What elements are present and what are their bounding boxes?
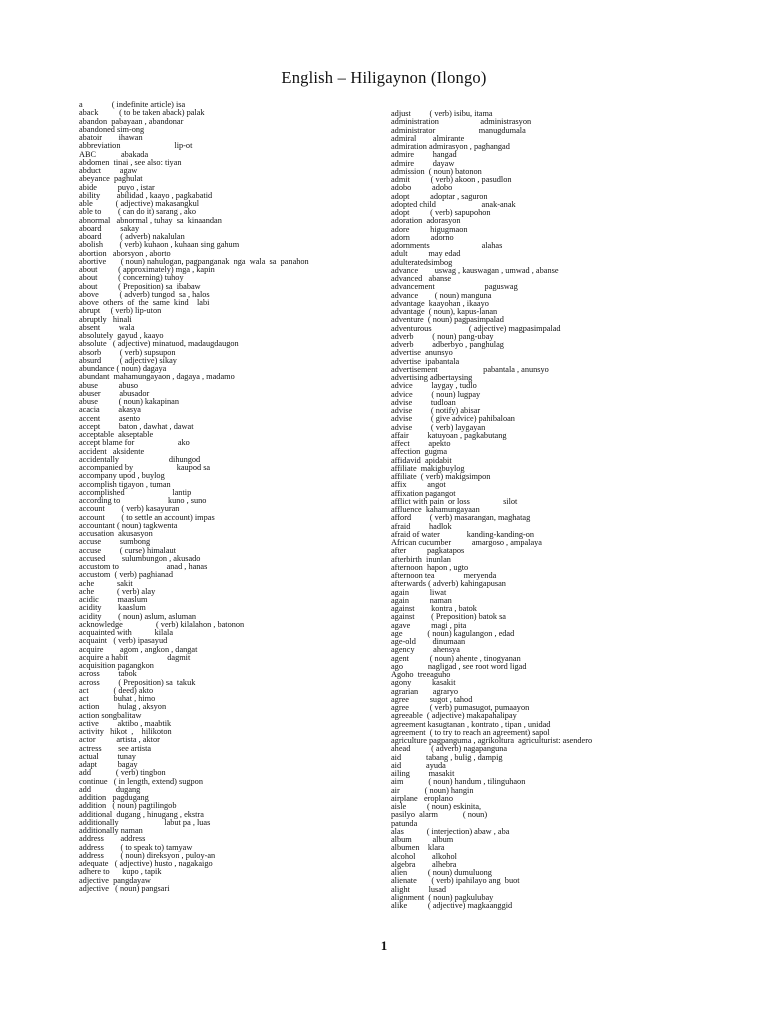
dictionary-entry: administrator manugdumala: [391, 125, 526, 135]
dictionary-column-left: [79, 101, 379, 893]
dictionary-entry: admire dayaw: [391, 158, 455, 168]
dictionary-entry: agriculture pagpanguma , agrikoltura agriculturist: asendero: [391, 736, 593, 745]
dictionary-entry: acquire agom , angkon , dangat: [79, 644, 198, 654]
dictionary-entry: abeyance paghulat: [79, 174, 143, 184]
dictionary-entry: alight lusad: [391, 884, 447, 894]
dictionary-entry: again liwat: [391, 587, 447, 597]
dictionary-entry: abrupt ( verb) lip-uton: [79, 306, 162, 316]
dictionary-entry: abundant mahamungayaon , dagaya , madamo: [79, 372, 235, 382]
dictionary-entry: afterbirth inunlan: [391, 554, 451, 564]
dictionary-entry: address ( noun) direksyon , puloy-an: [79, 850, 216, 860]
dictionary-entry: adulteratedsimbog: [391, 257, 453, 267]
dictionary-entry: according to kuno , suno: [79, 496, 207, 505]
dictionary-entry: adapt bagay: [79, 760, 138, 769]
dictionary-entry: additionally naman: [79, 826, 143, 835]
dictionary-entry: add ( verb) tingbon: [79, 768, 166, 778]
dictionary-entry: abnormal abnormal , tuhay sa kinaandan: [79, 215, 222, 225]
dictionary-entry: address address: [79, 834, 146, 844]
dictionary-entry: against ( Preposition) batok sa: [391, 612, 506, 622]
dictionary-entry: affiliate ( verb) makigsimpon: [391, 472, 491, 481]
dictionary-entry: ABC abakada: [79, 149, 149, 159]
dictionary-entry: advise tudloan: [391, 397, 456, 407]
page-title: English – Hiligaynon (Ilongo): [281, 68, 487, 87]
dictionary-entry: able ( adjective) makasangkul: [79, 199, 200, 208]
dictionary-entry: acknowledge ( verb) kilalahon , batonon: [79, 619, 245, 629]
dictionary-entry: above others of the same kind labi: [79, 298, 210, 307]
dictionary-entry: a ( indefinite article) isa: [79, 101, 186, 109]
dictionary-entry: advertise anunsyo: [391, 348, 453, 358]
dictionary-entry: alcohol alkohol: [391, 851, 457, 861]
dictionary-entry: abandoned sim-ong: [79, 124, 145, 134]
dictionary-entry: advantage ( noun), kapus-lanan: [391, 307, 498, 316]
dictionary-entry: agrarian agraryo: [391, 686, 459, 696]
dictionary-entry: advance ( noun) manguna: [391, 290, 492, 300]
dictionary-entry: ability abilidad , kaayo , pagkabatid: [79, 190, 213, 200]
dictionary-entry: alignment ( noun) pagkulubay: [391, 892, 494, 902]
dictionary-entry: abdomen tinai , see also: tiyan: [79, 157, 182, 167]
dictionary-entry: adoration adorasyon: [391, 216, 461, 226]
dictionary-entry: ago nagligad , see root word ligad: [391, 661, 527, 671]
dictionary-entry: advance uswag , kauswagan , umwad , abanse: [391, 265, 559, 275]
dictionary-entry: abuser abusador: [79, 388, 150, 398]
dictionary-entry: accuse ( curse) himalaut: [79, 545, 176, 555]
dictionary-entry: after pagkatapos: [391, 546, 465, 556]
dictionary-entry: accusation akusasyon: [79, 529, 153, 538]
dictionary-entry: adequate ( adjective) husto , nagakaigo: [79, 859, 213, 868]
dictionary-entry: able to ( can do it) sarang , ako: [79, 207, 197, 217]
dictionary-entry: accomplish tigayon , tuman: [79, 479, 171, 489]
dictionary-entry: about ( concerning) tuhoy: [79, 273, 184, 283]
dictionary-entry: advise ( give advice) pahibaloan: [391, 414, 515, 424]
dictionary-entry: agreement kasugtanan , kontrato , tipan , unidad: [391, 719, 551, 729]
dictionary-entry: actual tunay: [79, 751, 136, 761]
dictionary-entry: addition ( noun) pagtilingob: [79, 801, 177, 811]
dictionary-entry: acidic maaslum: [79, 595, 148, 604]
dictionary-entry: accompanied by kaupod sa: [79, 463, 211, 472]
dictionary-entry: absolutely gayud , kaayo: [79, 331, 164, 340]
dictionary-entry: Agoho treeaguho: [391, 670, 451, 679]
dictionary-entry: afraid of water kanding-kanding-on: [391, 529, 535, 539]
dictionary-entry: agreement ( to try to reach an agreement) sapol: [391, 727, 550, 737]
dictionary-entry: affix angot: [391, 480, 446, 490]
dictionary-entry: against kontra , batok: [391, 604, 477, 613]
dictionary-entry: act buhat , himo: [79, 694, 156, 703]
dictionary-entry: affiliate makigbuylog: [391, 463, 465, 473]
dictionary-entry: absorb ( verb) supsupon: [79, 347, 176, 357]
dictionary-entry: afterwards ( adverb) kahingapusan: [391, 579, 506, 589]
dictionary-column-right: [391, 110, 691, 910]
dictionary-entry: actress see artista: [79, 743, 152, 753]
dictionary-entry: add dugang: [79, 784, 141, 794]
dictionary-entry: albumen klara: [391, 843, 445, 853]
page-number: 1: [380, 938, 388, 953]
dictionary-entry: adopted child anak-anak: [391, 199, 516, 209]
dictionary-entry: aid ayuda: [391, 760, 446, 770]
dictionary-entry: acceptable akseptable: [79, 430, 154, 439]
dictionary-entry: afflict with pain or loss silot: [391, 496, 518, 506]
dictionary-entry: accent asento: [79, 413, 141, 423]
dictionary-entry: admire hangad: [391, 150, 457, 160]
dictionary-entry: account ( verb) kasayuran: [79, 504, 180, 514]
dictionary-entry: advise ( notify) abisar: [391, 406, 481, 415]
dictionary-entry: agreeable ( adjective) makapahalipay: [391, 711, 517, 721]
dictionary-entry: additionally labut pa , luas: [79, 817, 211, 827]
dictionary-entry: accomplished lantip: [79, 487, 192, 497]
dictionary-entry: adverb adberbyo , panghulag: [391, 340, 504, 349]
dictionary-entry: advise ( verb) laygayan: [391, 422, 486, 432]
dictionary-entry: accept baton , dawhat , dawat: [79, 421, 194, 431]
dictionary-entry: abduct agaw: [79, 166, 138, 175]
dictionary-entry: across tabok: [79, 669, 137, 679]
dictionary-entry: abundance ( noun) dagaya: [79, 364, 167, 373]
dictionary-entry: aisle ( noun) eskinita,: [391, 802, 482, 811]
dictionary-entry: age ( noun) kagulangon , edad: [391, 628, 515, 638]
dictionary-entry: address ( to speak to) tamyaw: [79, 842, 193, 852]
dictionary-entry: agree ( verb) pumasugot, pumaayon: [391, 703, 530, 712]
dictionary-entry: alike ( adjective) magkaanggid: [391, 901, 513, 910]
dictionary-entry: accustom ( verb) paghianad: [79, 570, 173, 580]
dictionary-entry: advertise ipabantala: [391, 356, 460, 366]
dictionary-entry: adventurous ( adjective) magpasimpalad: [391, 323, 561, 333]
dictionary-entry: aback ( to be taken aback) palak: [79, 108, 205, 118]
dictionary-entry: adjective ( noun) pangsari: [79, 883, 170, 893]
dictionary-entry: adjective pangdayaw: [79, 875, 151, 885]
dictionary-entry: act ( deed) akto: [79, 685, 154, 695]
dictionary-entry: adore higugmaon: [391, 224, 468, 234]
dictionary-entry: affixation pagangot: [391, 488, 456, 498]
dictionary-entry: acquisition pagangkon: [79, 661, 154, 670]
dictionary-entry: aboard ( adverb) nakalulan: [79, 232, 185, 241]
dictionary-entry: again naman: [391, 595, 452, 605]
dictionary-entry: abortive ( noun) nahulogan, pagpanganak nga wala sa panahon: [79, 256, 309, 266]
dictionary-entry: action songbalitaw: [79, 710, 142, 720]
dictionary-entry: admiration admirasyon , paghangad: [391, 142, 510, 151]
dictionary-entry: adobo adobo: [391, 183, 453, 193]
dictionary-entry: advice ( noun) lugpay: [391, 389, 481, 399]
dictionary-entry: adopt ( verb) sapupohon: [391, 208, 491, 217]
dictionary-entry: accustom to anad , hanas: [79, 562, 208, 571]
dictionary-entry: advantage kaayohan , ikaayo: [391, 298, 489, 308]
dictionary-entry: acquaint ( verb) ipasayud: [79, 636, 168, 646]
dictionary-entry: active aktibo , maabtik: [79, 718, 172, 728]
dictionary-entry: airplane eroplano: [391, 793, 453, 803]
dictionary-entry: accompany upod , buylog: [79, 471, 165, 481]
dictionary-entry: agony kasakit: [391, 678, 456, 688]
dictionary-entry: absent wala: [79, 322, 135, 332]
dictionary-entry: advancement paguswag: [391, 282, 518, 292]
dictionary-entry: afternoon tea meryenda: [391, 571, 497, 580]
dictionary-entry: afternoon hapon , ugto: [391, 562, 469, 572]
dictionary-entry: agave magi , pita: [391, 620, 467, 630]
dictionary-entry: pasilyo alarm ( noun): [391, 810, 488, 820]
dictionary-entry: alien ( noun) dumuluong: [391, 868, 492, 877]
dictionary-entry: accident aksidente: [79, 446, 145, 456]
dictionary-entry: aim ( noun) handum , tilinguhaon: [391, 777, 526, 787]
dictionary-entry: addition pagdugang: [79, 793, 149, 802]
dictionary-entry: acquainted with kilala: [79, 628, 174, 637]
dictionary-entry: abbreviation lip-ot: [79, 141, 193, 151]
dictionary-entry: admiral almirante: [391, 133, 465, 143]
dictionary-entry: accused sulumbungon , akusado: [79, 553, 201, 563]
dictionary-entry: aid tabang , bulig , dampig: [391, 752, 503, 762]
dictionary-entry: affair katuyoan , pagkabutang: [391, 430, 507, 440]
dictionary-entry: ailing masakit: [391, 769, 455, 778]
dictionary-entry: activity hikot , hilikoton: [79, 727, 172, 736]
dictionary-entry: air ( noun) hangin: [391, 785, 474, 795]
dictionary-entry: abide puyo , istar: [79, 182, 155, 192]
dictionary-entry: accountant ( noun) tagkwenta: [79, 520, 178, 530]
dictionary-entry: patunda: [391, 818, 418, 828]
dictionary-entry: adverb ( noun) pang-ubay: [391, 331, 494, 341]
dictionary-entry: admit ( verb) akoon , pasudlon: [391, 175, 512, 184]
dictionary-entry: album album: [391, 835, 454, 844]
dictionary-entry: agency ahensya: [391, 645, 460, 655]
dictionary-entry: adornments alahas: [391, 241, 503, 250]
dictionary-entry: affect apekto: [391, 439, 451, 448]
dictionary-entry: agent ( noun) ahente , tinogyanan: [391, 653, 521, 663]
dictionary-entry: accept blame for ako: [79, 438, 190, 448]
dictionary-entry: ache ( verb) alay: [79, 586, 156, 596]
dictionary-entry: acquire a habit dagmit: [79, 652, 191, 662]
dictionary-entry: alas ( interjection) abaw , aba: [391, 826, 510, 836]
dictionary-entry: adjust ( verb) isibu, itama: [391, 110, 493, 118]
dictionary-entry: about ( approximately) mga , kapin: [79, 265, 215, 274]
dictionary-entry: acacia akasya: [79, 405, 141, 415]
dictionary-entry: adopt adoptar , saguron: [391, 191, 488, 201]
dictionary-entry: ahead ( adverb) nagapanguna: [391, 744, 508, 754]
dictionary-entry: algebra alhebra: [391, 859, 457, 869]
dictionary-entry: adhere to kupo , tapik: [79, 867, 162, 877]
dictionary-entry: accuse sumbong: [79, 537, 151, 547]
dictionary-entry: absurd ( adjective) sikay: [79, 355, 177, 365]
dictionary-entry: afraid hadlok: [391, 521, 452, 531]
dictionary-entry: aboard sakay: [79, 223, 140, 233]
dictionary-entry: ache sakit: [79, 578, 133, 588]
dictionary-entry: abolish ( verb) kuhaon , kuhaan sing gahum: [79, 240, 240, 250]
dictionary-entry: adventure ( noun) pagpasimpalad: [391, 315, 504, 325]
dictionary-entry: administration administrasyon: [391, 117, 532, 127]
dictionary-entry: affidavid apidabit: [391, 455, 452, 465]
dictionary-entry: abuse ( noun) kakapinan: [79, 397, 179, 406]
dictionary-entry: about ( Preposition) sa ibabaw: [79, 281, 201, 291]
dictionary-entry: admission ( noun) batonon: [391, 166, 482, 176]
dictionary-entry: across ( Preposition) sa takuk: [79, 677, 196, 687]
dictionary-entry: affection gugma: [391, 447, 448, 457]
dictionary-entry: additional dugang , hinugang , ekstra: [79, 809, 204, 819]
dictionary-entry: abuse abuso: [79, 380, 138, 390]
dictionary-entry: adorn adorno: [391, 232, 454, 242]
dictionary-entry: abruptly hinali: [79, 314, 132, 324]
dictionary-entry: advertisement pabantala , anunsyo: [391, 364, 549, 374]
dictionary-entry: advanced abanse: [391, 274, 452, 283]
dictionary-entry: action hulag , aksyon: [79, 702, 167, 712]
dictionary-entry: alienate ( verb) ipahilayo ang buot: [391, 876, 520, 886]
dictionary-entry: actor artista , aktor: [79, 735, 160, 745]
dictionary-entry: absolute ( adjective) minatuod, madaugdaugon: [79, 339, 239, 349]
dictionary-entry: abortion aborsyon , aborto: [79, 248, 171, 258]
dictionary-entry: above ( adverb) tungod sa , halos: [79, 289, 210, 299]
dictionary-entry: advertising adbertaysing: [391, 373, 473, 382]
dictionary-entry: affluence kahamungayaan: [391, 505, 480, 514]
dictionary-entry: continue ( in length, extend) sugpon: [79, 776, 203, 786]
dictionary-entry: accidentally dihungod: [79, 454, 201, 464]
dictionary-entry: African cucumber amargoso , ampalaya: [391, 538, 542, 547]
dictionary-entry: age-old dinumaan: [391, 637, 466, 646]
dictionary-entry: agree sugot , tahod: [391, 694, 473, 704]
dictionary-entry: abatoir ihawan: [79, 133, 143, 142]
dictionary-entry: account ( to settle an account) impas: [79, 512, 215, 522]
dictionary-entry: acidity kaaslum: [79, 603, 146, 613]
dictionary-entry: advice laygay , tudlo: [391, 381, 477, 391]
dictionary-entry: afford ( verb) masarangan, maghatag: [391, 513, 531, 523]
dictionary-entry: acidity ( noun) aslum, asluman: [79, 611, 197, 621]
dictionary-entry: adult may edad: [391, 249, 461, 259]
dictionary-entry: abandon pabayaan , abandonar: [79, 116, 184, 126]
